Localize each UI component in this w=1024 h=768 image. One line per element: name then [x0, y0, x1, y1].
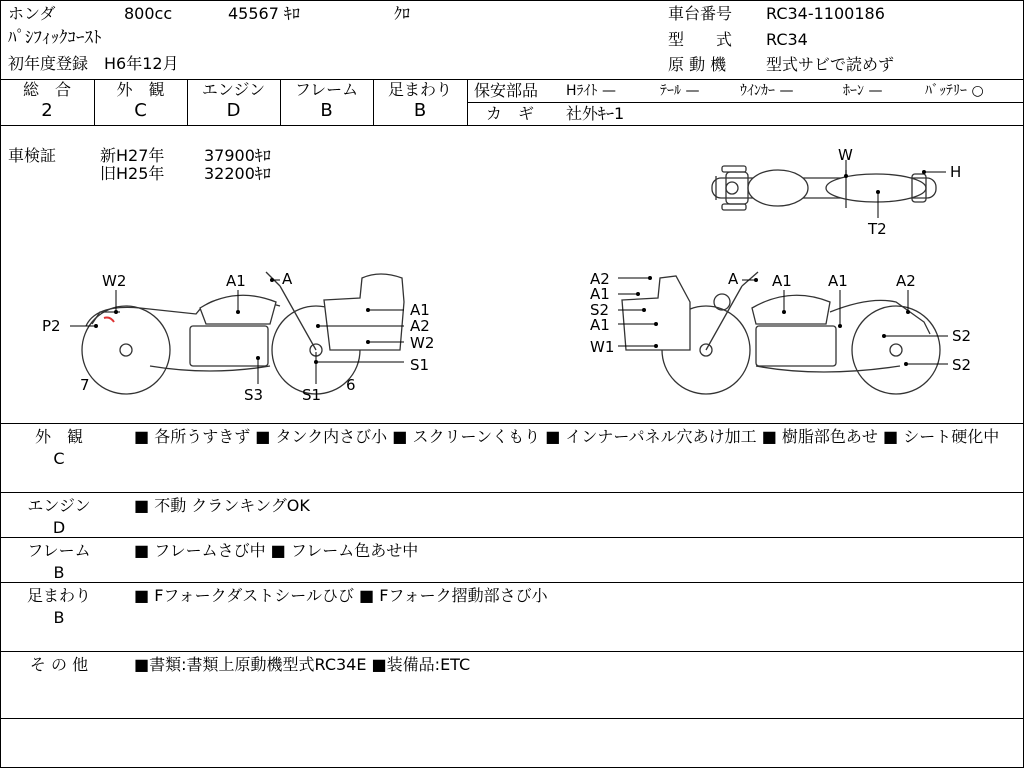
diagram-code: A2 [590, 270, 610, 288]
grade-value: D [226, 100, 241, 121]
safety-item-taillight: ﾃｰﾙ — [660, 83, 700, 99]
diagram-code: S2 [590, 301, 610, 319]
grade-label: 外 観 [116, 80, 165, 99]
diagram-code: A1 [226, 272, 246, 290]
frame-number-value: RC34-1100186 [766, 4, 885, 23]
diagram-code: T2 [868, 220, 887, 238]
diagram-code: 6 [346, 376, 356, 394]
divider [0, 651, 1024, 652]
first-registration-label: 初年度登録 [8, 54, 89, 73]
damage-diagram [0, 126, 1024, 426]
engine-type-label: 原 動 機 [668, 55, 727, 74]
model-type-value: RC34 [766, 30, 808, 49]
section-engine-label: エンジン D [27, 496, 91, 537]
section-exterior-label: 外 観 C [34, 427, 83, 468]
diagram-code: A1 [590, 316, 610, 334]
section-other-label: そ の 他 [29, 655, 89, 674]
inspection-old-label: 旧H25年 [100, 164, 165, 183]
section-exterior-text: ■ 各所うすきず ■ タンク内さび小 ■ スクリーンくもり ■ インナーパネル穴あけ加工 ■ 樹脂部色あせ ■ シート硬化中 [134, 427, 1000, 446]
grade-value: B [320, 100, 333, 121]
model-type-label: 型 式 [668, 30, 733, 49]
diagram-code: H [950, 163, 962, 181]
divider [0, 718, 1024, 719]
grade-suspension [373, 81, 467, 121]
top-view-drawing [712, 166, 936, 210]
safety-item-headlight: Hﾗｲﾄ — [566, 83, 616, 99]
diagram-code: A1 [828, 272, 848, 290]
inspection-new-value: 37900ｷﾛ [204, 146, 271, 165]
safety-item-winker: ｳｲﾝｶｰ — [740, 83, 794, 99]
divider [0, 537, 1024, 538]
section-suspension-label: 足まわり B [26, 586, 91, 627]
grade-label: エンジン [201, 80, 266, 99]
grade-frame [280, 81, 373, 121]
diagram-code: W1 [590, 338, 615, 356]
divider [0, 582, 1024, 583]
diagram-code: S2 [952, 356, 972, 374]
grade-label: 足まわり [387, 80, 452, 99]
diagram-code: 7 [80, 376, 90, 394]
displacement: 800cc [124, 4, 173, 23]
safety-parts-label: 保安部品 [474, 81, 539, 100]
safety-item-battery: ﾊﾞｯﾃﾘｰ ○ [925, 83, 984, 99]
key-label: カ ギ [486, 104, 535, 123]
diagram-code: W2 [102, 272, 127, 290]
grade-value: 2 [41, 100, 53, 121]
color: ｸﾛ [394, 4, 411, 23]
diagram-code: S1 [302, 386, 322, 404]
diagram-code: W2 [410, 334, 435, 352]
diagram-code: A1 [410, 301, 430, 319]
maker: ホンダ [8, 4, 56, 23]
diagram-code: S3 [244, 386, 264, 404]
grade-value: C [134, 100, 147, 121]
diagram-code: A1 [590, 285, 610, 303]
grade-overall [0, 81, 94, 121]
key-value: 社外ｷｰ1 [566, 104, 625, 123]
grade-value: B [413, 100, 427, 121]
inspection-label: 車検証 [8, 146, 57, 165]
inspection-new-label: 新H27年 [100, 146, 165, 165]
engine-type-value: 型式サビで読めず [766, 55, 895, 74]
safety-item-horn: ﾎｰﾝ — [843, 83, 883, 99]
section-engine-text: ■ 不動 クランキングOK [134, 496, 310, 515]
diagram-code: W [838, 146, 853, 164]
diagram-code: A1 [772, 272, 792, 290]
grade-label: フレーム [294, 80, 359, 99]
model-name: ﾊﾟｼﾌｨｯｸｺｰｽﾄ [8, 28, 102, 48]
inspection-old-value: 32200ｷﾛ [204, 164, 271, 183]
section-frame-text: ■ フレームさび中 ■ フレーム色あせ中 [134, 541, 419, 560]
mileage: 45567 ｷﾛ [228, 4, 300, 23]
grade-label: 総 合 [22, 80, 71, 99]
divider [467, 79, 468, 125]
diagram-code: S2 [952, 327, 972, 345]
divider [0, 423, 1024, 424]
section-other-text: ■書類:書類上原動機型式RC34E ■装備品:ETC [134, 655, 471, 674]
diagram-code: A2 [896, 272, 916, 290]
right-view-drawing [622, 272, 940, 394]
diagram-code: S1 [410, 356, 430, 374]
frame-number-label: 車台番号 [668, 4, 733, 23]
divider [467, 102, 1024, 103]
diagram-code: A2 [410, 317, 430, 335]
divider [0, 492, 1024, 493]
grade-exterior [94, 81, 187, 121]
section-suspension-text: ■ Fフォークダストシールひび ■ Fフォーク摺動部さび小 [134, 586, 548, 605]
grade-engine [187, 81, 280, 121]
first-registration-value: H6年12月 [104, 54, 179, 73]
section-frame-label: フレーム B [27, 541, 91, 582]
diagram-code: A [282, 270, 293, 288]
diagram-code: P2 [42, 317, 61, 335]
left-view-drawing [82, 272, 404, 394]
diagram-code: A [728, 270, 739, 288]
